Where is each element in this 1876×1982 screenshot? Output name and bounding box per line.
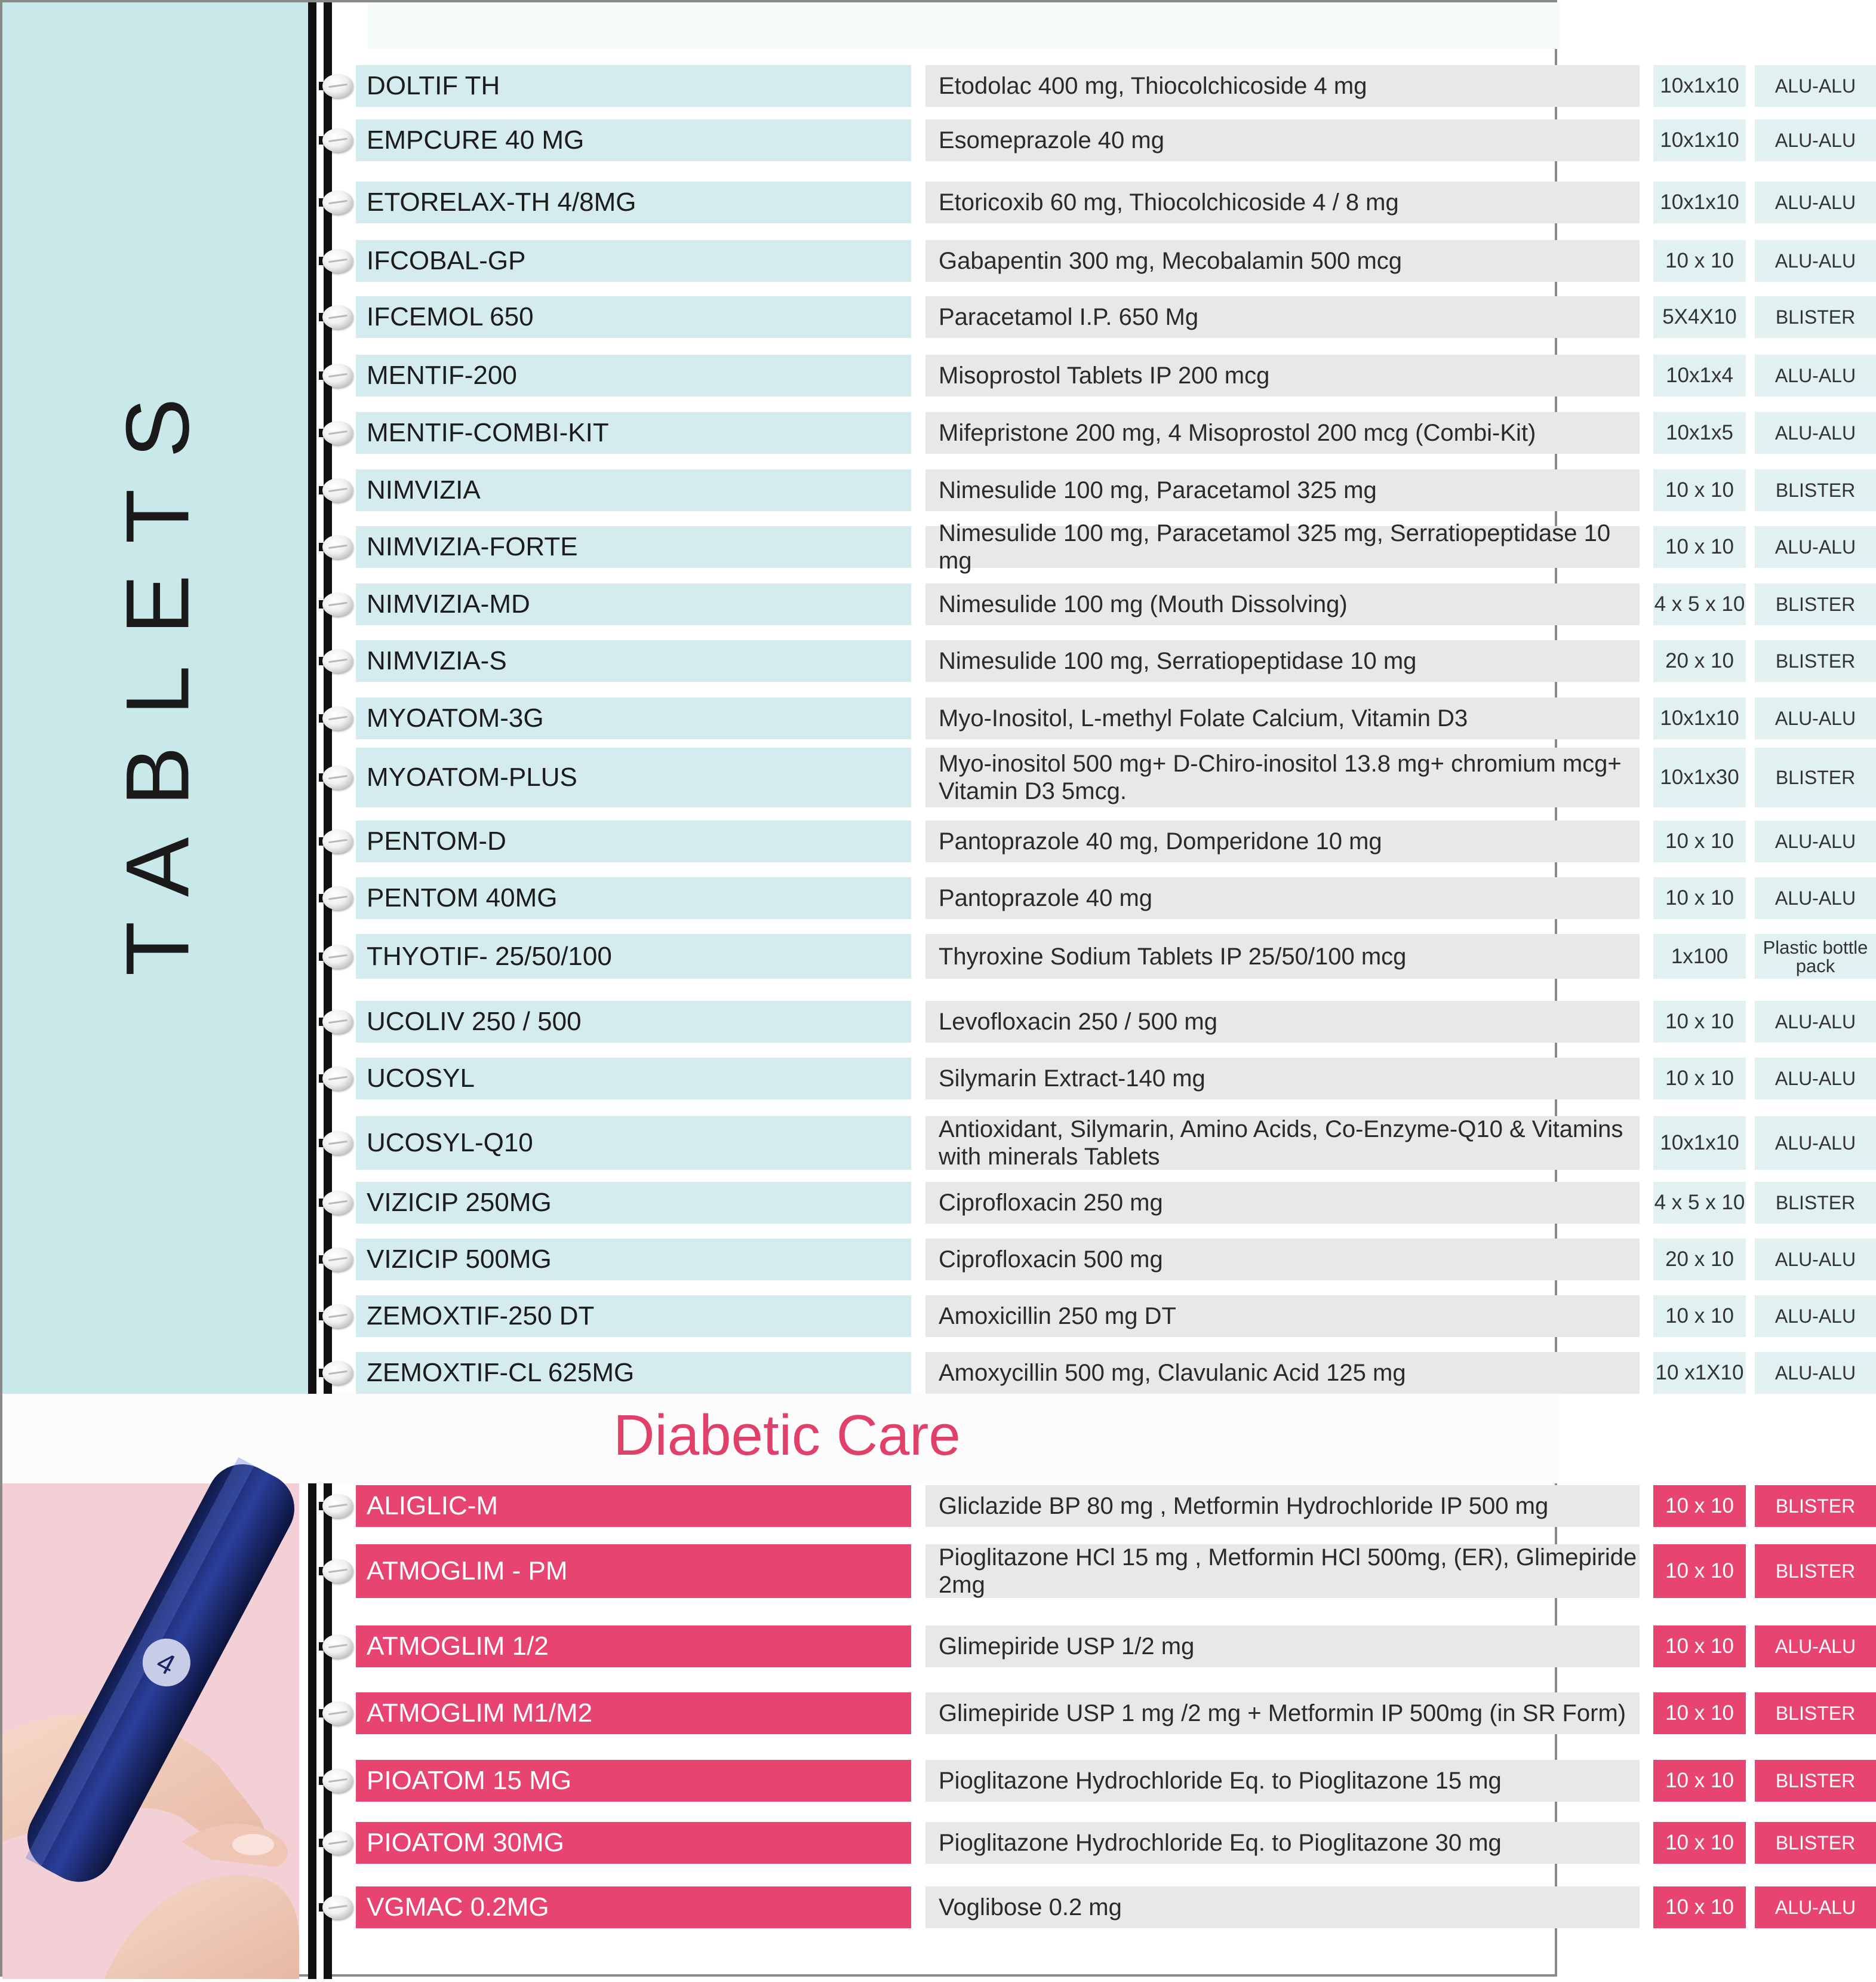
product-name: NIMVIZIA-MD (356, 583, 911, 625)
table-row (319, 877, 1856, 919)
packing-type: BLISTER (1755, 1822, 1876, 1864)
table-row (319, 1001, 1856, 1043)
top-band (368, 2, 1560, 49)
pack-size: 1x100 (1653, 934, 1746, 979)
pack-size: 10x1x10 (1653, 697, 1746, 739)
packing-type: ALU-ALU (1755, 65, 1876, 107)
product-composition: Voglibose 0.2 mg (925, 1886, 1640, 1928)
product-name: UCOSYL-Q10 (356, 1116, 911, 1170)
product-name: VIZICIP 500MG (356, 1239, 911, 1280)
packing-type: ALU-ALU (1755, 526, 1876, 568)
tablet-pill-icon (322, 1494, 353, 1518)
product-name: NIMVIZIA-FORTE (356, 526, 911, 568)
product-composition: Pioglitazone Hydrochloride Eq. to Pioglitazone 15 mg (925, 1760, 1640, 1802)
product-composition: Paracetamol I.P. 650 Mg (925, 296, 1640, 338)
product-name: ATMOGLIM M1/M2 (356, 1692, 911, 1734)
packing-type: BLISTER (1755, 1544, 1876, 1598)
table-row (319, 1544, 1856, 1598)
pack-size: 10 x 10 (1653, 1001, 1746, 1043)
table-row (319, 412, 1856, 454)
product-name: PENTOM-D (356, 821, 911, 862)
pack-size: 10 x 10 (1653, 877, 1746, 919)
tablet-pill-icon (322, 649, 353, 673)
product-composition: Silymarin Extract-140 mg (925, 1058, 1640, 1099)
packing-type: BLISTER (1755, 640, 1876, 682)
product-composition: Amoxicillin 250 mg DT (925, 1295, 1640, 1337)
packing-type: ALU-ALU (1755, 355, 1876, 397)
pack-size: 10x1x4 (1653, 355, 1746, 397)
table-row (319, 934, 1868, 979)
pack-size: 10x1x10 (1653, 65, 1746, 107)
packing-type: ALU-ALU (1755, 1058, 1876, 1099)
packing-type: ALU-ALU (1755, 877, 1876, 919)
tablet-pill-icon (322, 128, 353, 152)
product-name: MYOATOM-PLUS (356, 748, 911, 807)
product-composition: Myo-inositol 500 mg+ D-Chiro-inositol 13.8 mg+ chromium mcg+ Vitamin D3 5mcg. (925, 748, 1640, 807)
product-composition: Misoprostol Tablets IP 200 mcg (925, 355, 1640, 397)
pack-size: 10 x 10 (1653, 240, 1746, 282)
table-row (319, 520, 1856, 574)
tablet-pill-icon (322, 190, 353, 214)
product-composition: Ciprofloxacin 500 mg (925, 1239, 1640, 1280)
table-row (319, 65, 1856, 107)
pack-size: 20 x 10 (1653, 1239, 1746, 1280)
packing-type: ALU-ALU (1755, 1886, 1876, 1928)
packing-type: ALU-ALU (1755, 1001, 1876, 1043)
table-row (319, 182, 1856, 223)
table-row (319, 697, 1856, 739)
product-name: VIZICIP 250MG (356, 1182, 911, 1224)
pack-size: 4 x 5 x 10 (1653, 583, 1746, 625)
table-row (319, 1295, 1856, 1337)
tablet-pill-icon (322, 1895, 353, 1919)
product-name: PIOATOM 15 MG (356, 1760, 911, 1802)
packing-type: ALU-ALU (1755, 1295, 1876, 1337)
tablet-pill-icon (322, 1067, 353, 1090)
pack-size: 10 x 10 (1653, 821, 1746, 862)
pack-size: 10 x 10 (1653, 1692, 1746, 1734)
pack-size: 10x1x30 (1653, 748, 1746, 807)
packing-type: BLISTER (1755, 296, 1876, 338)
pack-size: 10 x 10 (1653, 1886, 1746, 1928)
table-row (319, 1239, 1856, 1280)
tablet-pill-icon (322, 1247, 353, 1271)
product-composition: Nimesulide 100 mg, Serratiopeptidase 10 mg (925, 640, 1640, 682)
product-composition: Antioxidant, Silymarin, Amino Acids, Co-Enzyme-Q10 & Vitamins with minerals Tablets (925, 1116, 1640, 1170)
product-name: ATMOGLIM - PM (356, 1544, 911, 1598)
tablet-pill-icon (322, 945, 353, 969)
product-name: ETORELAX-TH 4/8MG (356, 182, 911, 223)
tablet-pill-icon (322, 886, 353, 910)
table-row (319, 1352, 1856, 1394)
tablet-pill-icon (322, 766, 353, 789)
table-row (319, 1886, 1856, 1928)
product-composition: Gliclazide BP 80 mg , Metformin Hydrochloride IP 500 mg (925, 1485, 1640, 1527)
table-row (319, 640, 1856, 682)
packing-type: BLISTER (1755, 1760, 1876, 1802)
tablet-pill-icon (322, 1010, 353, 1034)
tablet-pill-icon (322, 1304, 353, 1328)
product-composition: Esomeprazole 40 mg (925, 119, 1640, 161)
lancet-device-illustration (2, 1483, 299, 1979)
product-name: IFCEMOL 650 (356, 296, 911, 338)
product-composition: Nimesulide 100 mg, Paracetamol 325 mg (925, 469, 1640, 511)
tablets-side-panel (2, 2, 308, 1394)
pack-size: 10x1x5 (1653, 412, 1746, 454)
packing-type: BLISTER (1755, 1182, 1876, 1224)
product-composition: Gabapentin 300 mg, Mecobalamin 500 mcg (925, 240, 1640, 282)
packing-type: ALU-ALU (1755, 1239, 1876, 1280)
glucose-meter-photo (2, 1483, 299, 1979)
table-row (319, 748, 1856, 807)
tablet-pill-icon (322, 535, 353, 559)
product-composition: Pioglitazone Hydrochloride Eq. to Pioglitazone 30 mg (925, 1822, 1640, 1864)
product-composition: Pantoprazole 40 mg (925, 877, 1640, 919)
section-title: TABLETS (107, 367, 208, 976)
product-name: MENTIF-COMBI-KIT (356, 412, 911, 454)
tablets-vertical-title (20, 367, 295, 976)
packing-type: BLISTER (1755, 1485, 1876, 1527)
tablet-pill-icon (322, 1191, 353, 1215)
packing-type: ALU-ALU (1755, 1625, 1876, 1667)
table-row (319, 1058, 1856, 1099)
packing-type: ALU-ALU (1755, 1352, 1876, 1394)
product-name: PENTOM 40MG (356, 877, 911, 919)
packing-type: ALU-ALU (1755, 1116, 1876, 1170)
packing-type: ALU-ALU (1755, 697, 1876, 739)
packing-type: BLISTER (1755, 469, 1876, 511)
pack-size: 10 x 10 (1653, 1544, 1746, 1598)
pack-size: 10 x 10 (1653, 1058, 1746, 1099)
product-composition: Glimepiride USP 1 mg /2 mg + Metformin IP 500mg (in SR Form) (925, 1692, 1640, 1734)
table-row (319, 1760, 1856, 1802)
pack-size: 10 x1X10 (1653, 1352, 1746, 1394)
tablet-pill-icon (322, 249, 353, 273)
product-name: IFCOBAL-GP (356, 240, 911, 282)
product-composition: Etodolac 400 mg, Thiocolchicoside 4 mg (925, 65, 1640, 107)
tablet-pill-icon (322, 1769, 353, 1793)
product-name: PIOATOM 30MG (356, 1822, 911, 1864)
product-composition: Levofloxacin 250 / 500 mg (925, 1001, 1640, 1043)
product-composition: Pantoprazole 40 mg, Domperidone 10 mg (925, 821, 1640, 862)
pack-size: 10 x 10 (1653, 1822, 1746, 1864)
pack-size: 10x1x10 (1653, 182, 1746, 223)
tablet-pill-icon (322, 1131, 353, 1155)
packing-type: ALU-ALU (1755, 821, 1876, 862)
tablet-pill-icon (322, 1361, 353, 1385)
product-composition: Nimesulide 100 mg (Mouth Dissolving) (925, 583, 1640, 625)
product-name: ZEMOXTIF-CL 625MG (356, 1352, 911, 1394)
packing-type: ALU-ALU (1755, 240, 1876, 282)
product-name: EMPCURE 40 MG (356, 119, 911, 161)
product-composition: Glimepiride USP 1/2 mg (925, 1625, 1640, 1667)
pack-size: 10 x 10 (1653, 1625, 1746, 1667)
pack-size: 10 x 10 (1653, 1760, 1746, 1802)
product-name: MENTIF-200 (356, 355, 911, 397)
table-row (319, 1182, 1856, 1224)
tablet-pill-icon (322, 478, 353, 502)
tablet-pill-icon (322, 1831, 353, 1855)
product-composition: Ciprofloxacin 250 mg (925, 1182, 1640, 1224)
table-row (319, 240, 1856, 282)
packing-type: ALU-ALU (1755, 119, 1876, 161)
pack-size: 10 x 10 (1653, 1295, 1746, 1337)
product-composition: Myo-Inositol, L-methyl Folate Calcium, Vitamin D3 (925, 697, 1640, 739)
table-row (319, 821, 1856, 862)
tablet-pill-icon (322, 592, 353, 616)
product-name: MYOATOM-3G (356, 697, 911, 739)
diabetic-care-title: Diabetic Care (613, 1403, 961, 1467)
tablet-pill-icon (322, 706, 353, 730)
pack-size: 5X4X10 (1653, 296, 1746, 338)
product-name: VGMAC 0.2MG (356, 1886, 911, 1928)
tablet-pill-icon (322, 364, 353, 388)
product-name: UCOLIV 250 / 500 (356, 1001, 911, 1043)
pack-size: 10 x 10 (1653, 469, 1746, 511)
packing-type: ALU-ALU (1755, 412, 1876, 454)
table-row (319, 355, 1856, 397)
product-composition: Thyroxine Sodium Tablets IP 25/50/100 mcg (925, 934, 1640, 979)
device-dial-number: 4 (151, 1646, 180, 1682)
table-row (319, 1625, 1856, 1667)
tablet-pill-icon (322, 829, 353, 853)
table-row (319, 1822, 1856, 1864)
tablet-pill-icon (322, 1634, 353, 1658)
packing-type: BLISTER (1755, 1692, 1876, 1734)
tablet-pill-icon (322, 305, 353, 329)
pack-size: 10 x 10 (1653, 526, 1746, 568)
table-row (319, 469, 1856, 511)
table-row (319, 1692, 1856, 1734)
tablet-pill-icon (322, 74, 353, 98)
product-name: UCOSYL (356, 1058, 911, 1099)
product-name: NIMVIZIA-S (356, 640, 911, 682)
product-name: ZEMOXTIF-250 DT (356, 1295, 911, 1337)
packing-type: BLISTER (1755, 583, 1876, 625)
table-row (319, 1116, 1856, 1170)
tablet-pill-icon (322, 1701, 353, 1725)
packing-type: BLISTER (1755, 748, 1876, 807)
product-name: NIMVIZIA (356, 469, 911, 511)
pack-size: 10x1x10 (1653, 119, 1746, 161)
product-name: ATMOGLIM 1/2 (356, 1625, 911, 1667)
product-name: THYOTIF- 25/50/100 (356, 934, 911, 979)
product-composition: Mifepristone 200 mg, 4 Misoprostol 200 mcg (Combi-Kit) (925, 412, 1640, 454)
product-composition: Etoricoxib 60 mg, Thiocolchicoside 4 / 8 mg (925, 182, 1640, 223)
packing-type: Plastic bottle pack (1755, 934, 1876, 979)
pack-size: 10x1x10 (1653, 1116, 1746, 1170)
pack-size: 10 x 10 (1653, 1485, 1746, 1527)
table-row (319, 1485, 1856, 1527)
product-composition: Pioglitazone HCl 15 mg , Metformin HCl 500mg, (ER), Glimepiride 2mg (925, 1544, 1640, 1598)
product-composition: Nimesulide 100 mg, Paracetamol 325 mg, Serratiopeptidase 10 mg (925, 526, 1640, 568)
table-row (319, 119, 1856, 161)
product-name: ALIGLIC-M (356, 1485, 911, 1527)
product-name: DOLTIF TH (356, 65, 911, 107)
table-row (319, 296, 1856, 338)
tablet-pill-icon (322, 421, 353, 445)
pack-size: 20 x 10 (1653, 640, 1746, 682)
tablet-pill-icon (322, 1559, 353, 1583)
product-composition: Amoxycillin 500 mg, Clavulanic Acid 125 mg (925, 1352, 1640, 1394)
table-row (319, 583, 1856, 625)
packing-type: ALU-ALU (1755, 182, 1876, 223)
pack-size: 4 x 5 x 10 (1653, 1182, 1746, 1224)
